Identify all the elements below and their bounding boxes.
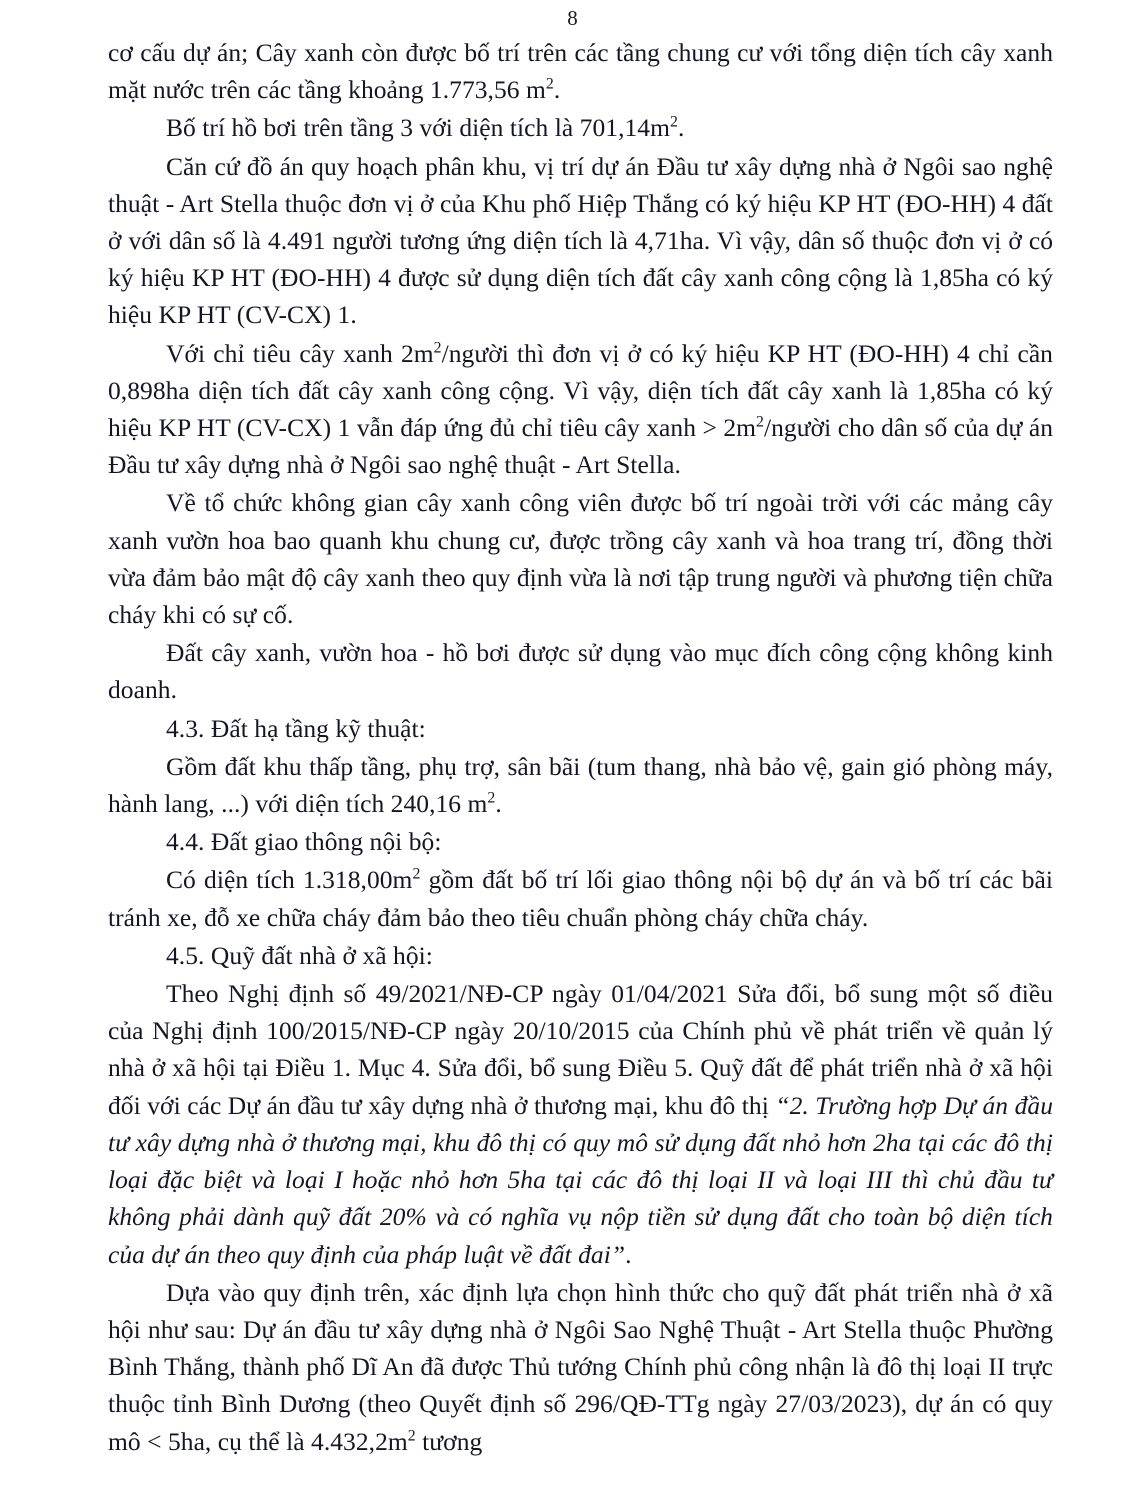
superscript: 2: [487, 789, 496, 807]
text-run: Có diện tích 1.318,00m: [166, 865, 413, 895]
text-run: .: [553, 75, 561, 105]
page-number: 8: [567, 6, 578, 30]
paragraph: [108, 484, 1053, 633]
superscript: 2: [756, 413, 764, 431]
superscript: 2: [412, 865, 421, 883]
text-run: gồm đất bố trí lối giao thông nội bộ dự án và bố trí các bãi tránh xe, đỗ xe chữa cháy đảm bảo theo tiêu chuẩn phòng cháy chữa cháy.: [108, 865, 1053, 932]
text-run: Gồm đất khu thấp tầng, phụ trợ, sân bãi (tum thang, nhà bảo vệ, gain gió phòng máy, hành lang, ...) với diện tích 240,16 m: [108, 751, 1053, 819]
text-run: cơ cấu dự án; Cây xanh còn được bố trí trên các tầng chung cư với tổng diện tích cây xanh mặt nước trên các tầng khoảng 1.773,56 m: [108, 38, 1053, 105]
text-run: .: [625, 1239, 632, 1269]
quoted-regulation-text: “2. Trường hợp Dự án đầu tư xây dựng nhà ở thương mại, khu đô thị có quy mô sử dụng đất nhỏ hơn 2ha tại các đô thị loại đặc biệt và loại I hoặc nhỏ hơn 5ha tại các đô thị loại II và loại III thì chủ đầu tư không phải dành quỹ đất 20% và có nghĩa vụ nộp tiền sử dụng đất cho toàn bộ diện tích của dự án theo quy định của pháp luật về đất đai”: [108, 1090, 1053, 1269]
paragraph: [108, 148, 1053, 334]
document-body: [108, 34, 1053, 1461]
text-run: 4.5. Quỹ đất nhà ở xã hội:: [166, 940, 433, 970]
text-run: .: [677, 113, 685, 143]
text-run: Căn cứ đồ án quy hoạch phân khu, vị trí dự án Đầu tư xây dựng nhà ở Ngôi sao nghệ thuật - Art Stella thuộc đơn vị ở của Khu phố Hiệp Thắng có ký hiệu KP HT (ĐO-HH) 4 đất ở với dân số là 4.491 người tương ứng diện tích là 4,71ha. Vì vậy, dân số thuộc đơn vị ở có ký hiệu KP HT (ĐO-HH) 4 được sử dụng diện tích đất cây xanh công cộng là 1,85ha có ký hiệu KP HT (CV-CX) 1.: [108, 151, 1053, 330]
superscript: 2: [407, 1427, 416, 1445]
text-run: Về tổ chức không gian cây xanh công viên được bố trí ngoài trời với các mảng cây xanh vườn hoa bao quanh khu chung cư, được trồng cây xanh và hoa trang trí, đồng thời vừa đảm bảo mật độ cây xanh theo quy định vừa là nơi tập trung người và phương tiện chữa cháy khi có sự cố.: [108, 488, 1053, 630]
text-run: tương: [415, 1426, 483, 1456]
text-run: Đất cây xanh, vườn hoa - hồ bơi được sử dụng vào mục đích công cộng không kinh doanh.: [108, 638, 1053, 705]
paragraph: [108, 710, 1053, 747]
paragraph: [108, 861, 1053, 935]
text-run: Theo Nghị định số 49/2021/NĐ-CP ngày 01/04/2021 Sửa đổi, bổ sung một số điều của Nghị định 100/2015/NĐ-CP ngày 20/10/2015 của Chính phủ về phát triển về quản lý nhà ở xã hội tại Điều 1. Mục 4. Sửa đổi, bổ sung Điều 5. Quỹ đất để phát triển nhà ở xã hội đối với các Dự án đầu tư xây dựng nhà ở thương mại, khu đô thị: [108, 979, 1053, 1120]
paragraph: [108, 937, 1053, 974]
paragraph: [108, 634, 1053, 708]
superscript: 2: [669, 113, 678, 131]
paragraph: [108, 1274, 1053, 1460]
paragraph: [108, 975, 1053, 1273]
paragraph: [108, 34, 1053, 108]
text-run: 4.4. Đất giao thông nội bộ:: [166, 827, 442, 857]
paragraph: [108, 335, 1053, 484]
superscript: 2: [545, 75, 554, 93]
paragraph: [108, 109, 1053, 146]
text-run: /người cho dân số của dự án Đầu tư xây dựng nhà ở Ngôi sao nghệ thuật - Art Stella.: [108, 413, 1053, 480]
superscript: 2: [433, 339, 442, 357]
text-run: /người thì đơn vị ở có ký hiệu KP HT (ĐO-HH) 4 chỉ cần 0,898ha diện tích đất cây xanh công cộng. Vì vậy, diện tích đất cây xanh là 1,85ha có ký hiệu KP HT (CV-CX) 1 vẫn đáp ứng đủ chỉ tiêu cây xanh > 2m: [108, 338, 1053, 443]
text-run: 4.3. Đất hạ tầng kỹ thuật:: [166, 713, 426, 743]
text-run: Bố trí hồ bơi trên tầng 3 với diện tích là 701,14m: [166, 113, 670, 143]
text-run: .: [495, 789, 502, 819]
paragraph: [108, 748, 1053, 822]
text-run: Với chỉ tiêu cây xanh 2m: [166, 338, 434, 368]
paragraph: [108, 823, 1053, 860]
text-run: Dựa vào quy định trên, xác định lựa chọn hình thức cho quỹ đất phát triển nhà ở xã hội như sau: Dự án đầu tư xây dựng nhà ở Ngôi Sao Nghệ Thuật - Art Stella thuộc Phường Bình Thắng, thành phố Dĩ An đã được Thủ tướng Chính phủ công nhận là đô thị loại II trực thuộc tỉnh Bình Dương (theo Quyết định số 296/QĐ-TTg ngày 27/03/2023), dự án có quy mô < 5ha, cụ thể là 4.432,2m: [108, 1277, 1053, 1456]
